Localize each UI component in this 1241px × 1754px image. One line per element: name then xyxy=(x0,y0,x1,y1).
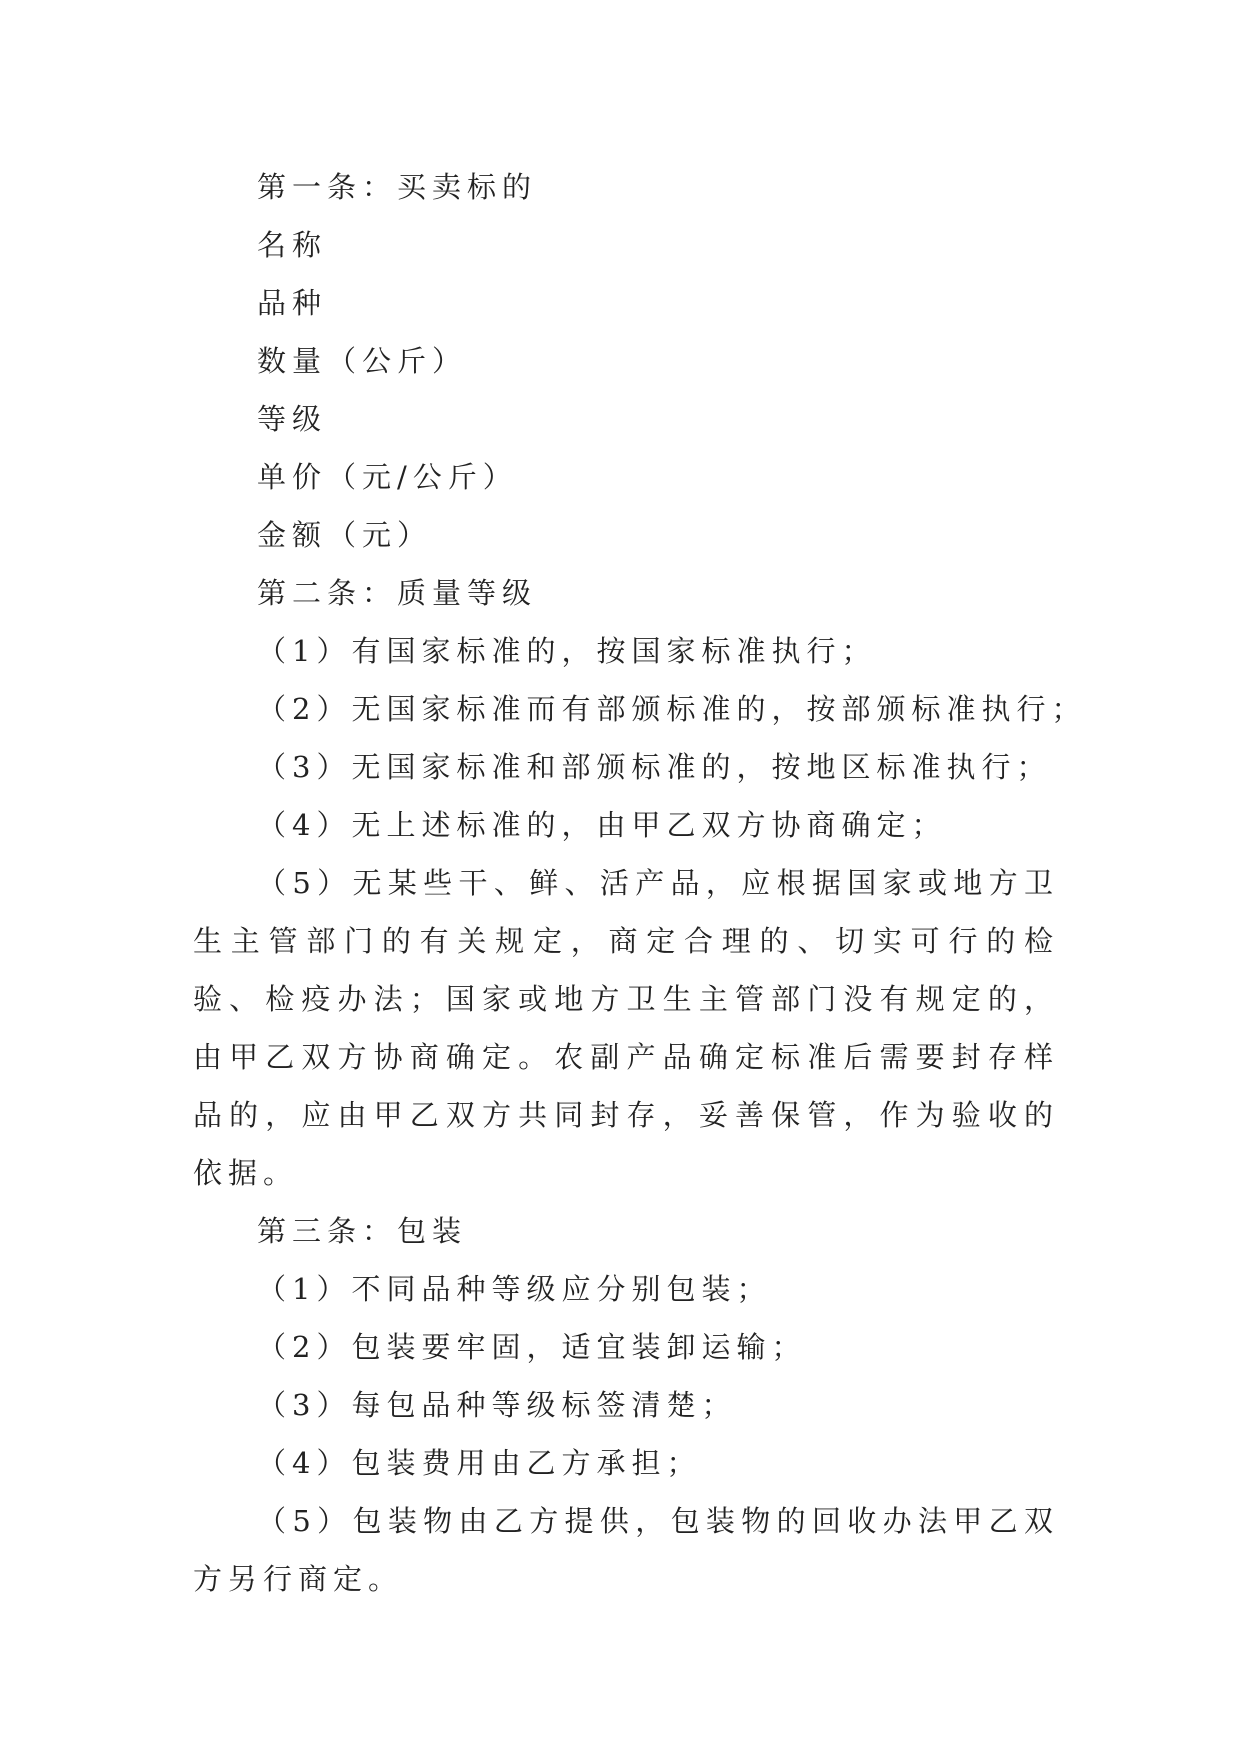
field-variety: 品种 xyxy=(257,286,328,320)
document-body xyxy=(193,158,1087,1608)
article-2-item: （2）无国家标准而有部颁标准的，按部颁标准执行； xyxy=(257,692,1087,726)
article-3-item: （1）不同品种等级应分别包装； xyxy=(257,1272,772,1306)
article-2-item: （3）无国家标准和部颁标准的，按地区标准执行； xyxy=(257,750,1052,784)
article-2-item-paragraph: （5）无某些干、鲜、活产品，应根据国家或地方卫生主管部门的有关规定，商定合理的、切实可行的检验、检疫办法；国家或地方卫生主管部门没有规定的，由甲乙双方协商确定。农副产品确定标准后需要封存样品的，应由甲乙双方共同封存，妥善保管，作为验收的依据。 xyxy=(193,866,1059,1190)
article-2-heading: 第二条：质量等级 xyxy=(257,576,538,610)
article-2-item: （4）无上述标准的，由甲乙双方协商确定； xyxy=(257,808,947,842)
article-2-item: （1）有国家标准的，按国家标准执行； xyxy=(257,634,877,668)
article-3-item-paragraph: （5）包装物由乙方提供，包装物的回收办法甲乙双方另行商定。 xyxy=(193,1504,1059,1596)
field-quantity: 数量（公斤） xyxy=(257,344,468,378)
field-grade: 等级 xyxy=(257,402,328,436)
article-3-heading: 第三条：包装 xyxy=(257,1214,468,1248)
field-name: 名称 xyxy=(257,228,328,262)
article-3-item: （3）每包品种等级标签清楚； xyxy=(257,1388,737,1422)
article-1-heading: 第一条：买卖标的 xyxy=(257,170,538,204)
article-3-item: （2）包装要牢固，适宜装卸运输； xyxy=(257,1330,807,1364)
field-amount: 金额（元） xyxy=(257,518,433,552)
field-unit-price: 单价（元/公斤） xyxy=(257,460,518,494)
article-3-item: （4）包装费用由乙方承担； xyxy=(257,1446,702,1480)
